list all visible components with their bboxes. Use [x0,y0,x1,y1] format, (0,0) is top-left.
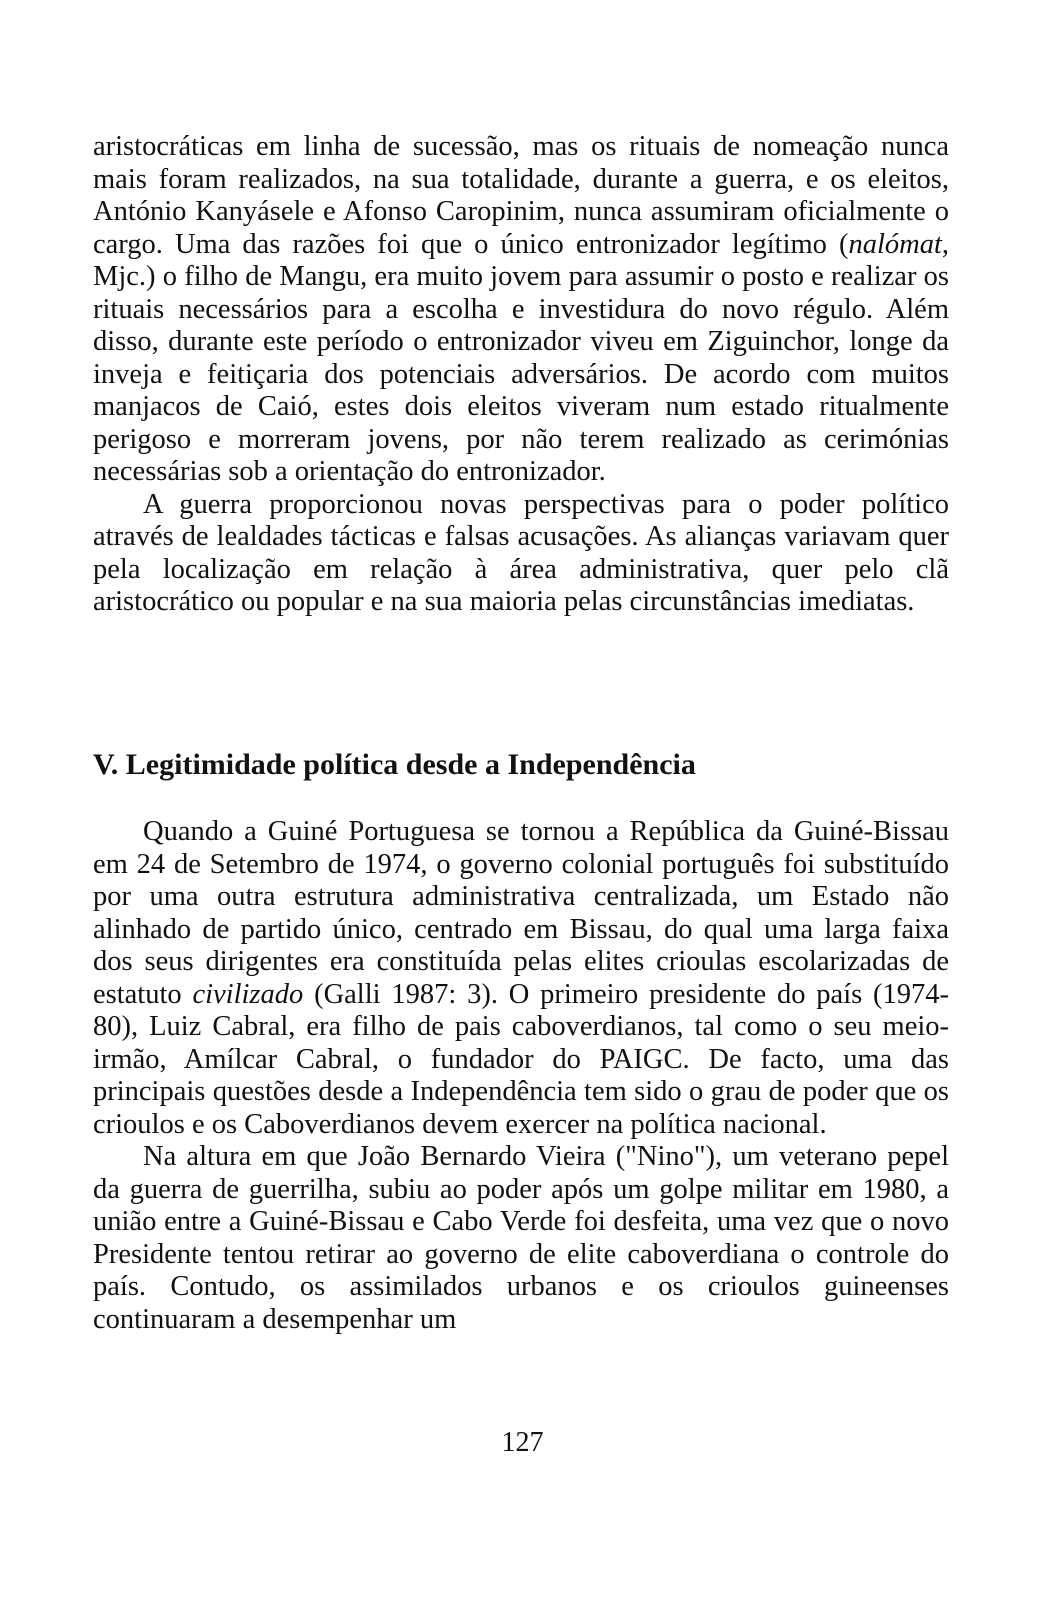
paragraph-text: Quando a Guiné Portuguesa se tornou a República da Guiné-Bissau em 24 de Setembro de 1974, o governo colonial português foi substituído por uma outra estrutura administrativa centralizada, um Estado não alinhado de partido único, centrado em Bissau, do qual uma larga faixa dos seus dirigentes era constituída pelas elites crioulas escolarizadas de estatuto [93,816,949,1010]
paragraph-text: (Galli 1987: 3). O primeiro presidente do país (1974-80), Luiz Cabral, era filho de pais caboverdianos, tal como o seu meio-irmão, Amílcar Cabral, o fundador do PAIGC. De facto, uma das principais questões desde a Independência tem sido o grau de poder que os crioulos e os Caboverdianos devem exercer na política nacional. [93,978,949,1140]
paragraph-guerra: A guerra proporcionou novas perspectivas para o poder político através de lealdades tácticas e falsas acusações. As alianças variavam quer pela localização em relação à área administrativa, quer pelo clã aristocrático ou popular e na sua maioria pelas circunstâncias imediatas. [93,488,949,617]
page-number: 127 [501,1427,544,1458]
paragraph-aristocraticas [93,131,949,489]
paragraph-nino: Na altura em que João Bernardo Vieira ("Nino"), um veterano pepel da guerra de guerrilha, subiu ao poder após um golpe militar em 1980, a união entre a Guiné-Bissau e Cabo Verde foi desfeita, uma vez que o novo Presidente tentou retirar ao governo de elite caboverdiana o controle do país. Contudo, os assimilados urbanos e os crioulos guineenses continuaram a desempenhar um [93,1141,949,1335]
text-section-top [93,131,949,619]
paragraph-text: , Mjc.) o filho de Mangu, era muito jovem para assumir o posto e realizar os rituais necessários para a escolha e investidura do novo régulo. Além disso, durante este período o entronizador viveu em Ziguinchor, longe da inveja e feitiçaria dos potenciais adversários. De acordo com muitos manjacos de Caió, estes dois eleitos viveram num estado ritualmente perigoso e morreram jovens, por não terem realizado as cerimónias necessárias sob a orientação do entronizador. [93,228,949,487]
italic-term-nalomat: nalómat [848,228,942,260]
text-section-bottom [93,816,949,1336]
paragraph-guine [93,816,949,1141]
italic-term-civilizado: civilizado [192,978,304,1010]
section-heading: V. Legitimidade política desde a Independência [93,748,696,781]
paragraph-text: aristocráticas em linha de sucessão, mas os rituais de nomeação nunca mais foram realizados, na sua totalidade, durante a guerra, e os eleitos, António Kanyásele e Afonso Caropinim, nunca assumiram oficialmente o cargo. Uma das razões foi que o único entronizador legítimo ( [93,131,949,260]
